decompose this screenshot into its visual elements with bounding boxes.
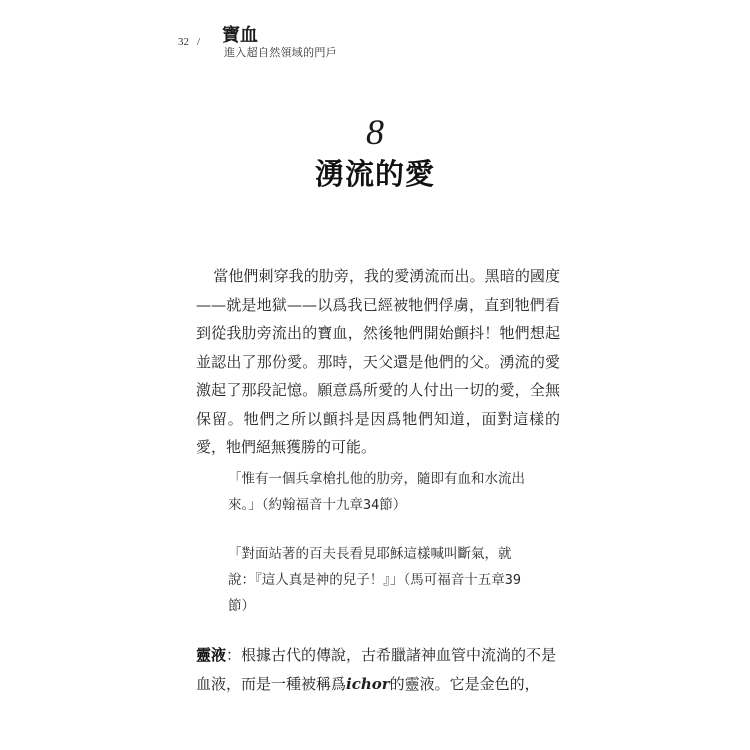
body-paragraph: 當他們刺穿我的肋旁，我的愛湧流而出。黑暗的國度——就是地獄——以爲我已經被牠們俘虜，直到牠們看到從我肋旁流出的寶血，然後牠們開始顫抖！牠們想起並認出了那份愛。那時，天父還是他們的父。湧流的愛激起了那段記憶。願意爲所愛的人付出一切的愛，全無保留。牠們之所以顫抖是因爲牠們知道，面對這樣的愛，牠們絕無獲勝的可能。 <box>196 267 560 456</box>
glossary-italic-word: ichor <box>346 674 390 693</box>
glossary-term: 靈液 <box>196 646 227 664</box>
book-title: 寶血 <box>222 25 258 46</box>
glossary-text-after: 的靈液。它是金色的， <box>389 674 540 693</box>
page-number: 32 <box>178 36 189 48</box>
glossary-note <box>196 641 560 698</box>
scripture-quote-mark: 「對面站著的百夫長看見耶穌這樣喊叫斷氣，就說：『這人真是神的兒子！』」（馬可福音十五章39節） <box>228 546 522 614</box>
scripture-quote-john: 「惟有一個兵拿槍扎他的肋旁，隨即有血和水流出來。」（約翰福音十九章34節） <box>228 471 525 513</box>
glossary-text-before: ：根據古代的傳說，古希臘諸神血管中流淌的不是血液，而是一種被稱爲 <box>196 646 557 693</box>
book-subtitle: 進入超自然領域的門戶 <box>224 46 337 59</box>
chapter-title: 湧流的愛 <box>314 157 435 191</box>
running-header <box>178 26 438 66</box>
header-separator: / <box>197 36 201 48</box>
chapter-number: 8 <box>366 112 384 152</box>
